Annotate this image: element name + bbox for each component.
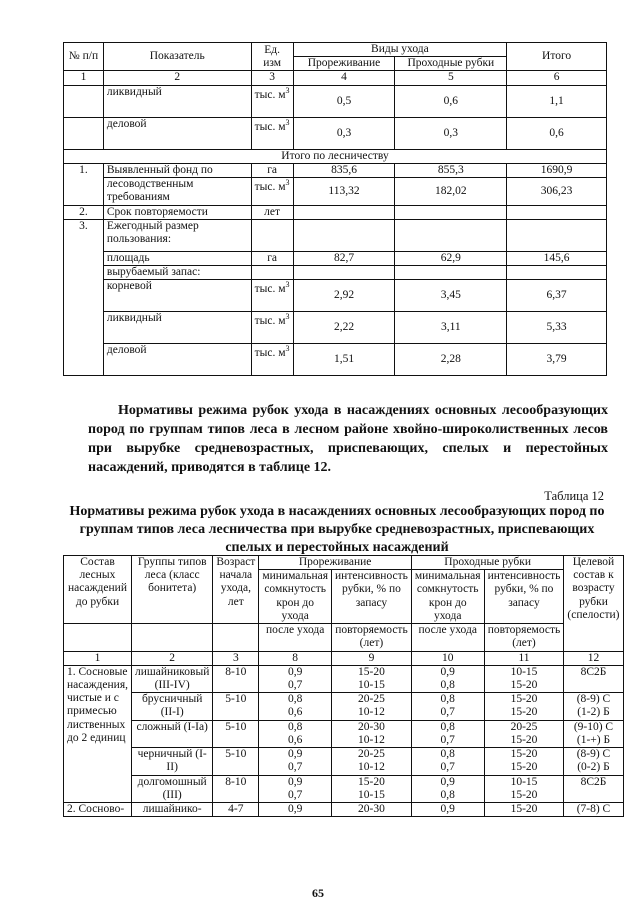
row-label: ликвидный [103, 85, 251, 117]
col-number: 4 [293, 71, 395, 85]
table-12: Состав лесных насаждений до рубки Группы типов леса (класс бонитета) Возраст начала ухода, лет Прореживание Проходные рубки Целевой состав к возрасту рубки (спелости) минимальная сомкнутость крон до ухода интенсивность рубки, % по запасу минимальная сомкнутость крон до ухода интенсивность рубки, % по запасу после ухода повторяемость (лет) после ухода повторяемость (лет) 1 2 3 8 9 10 11 12 1. Сосновые насаждения, чистые и с примесью лиственных до 2 единиц лишайниковый (III-IV) 8-10 0,9 0,7 15-20 10-15 0,9 0,8 10-15 15-20 8С2Б брусничный (II-I) 5-10 0,8 0,6 20-25 10-12 0,8 0,7 15-20 15-20 (8-9) С (1-2) Б сложный (I-Ia) 5-10 0,8 0,6 20-30 10-12 0,8 0,7 20-25 15-20 (9-10) С (1-+) Б черничный (I-II) 5-10 0,9 0,7 20-25 10-12 0,8 0,7 15-20 15-20 (8-9) С (0-2) Б долгомошный (III) 8-10 0,9 0,7 15-20 10-15 0,9 0,8 10-15 15-20 8С2Б 2. Сосново- лишайнико- 4-7 0,9 20-30 0,9 15-20 (7-8) С [63, 555, 624, 817]
row-label: деловой [103, 117, 251, 149]
cell: 0,6 [507, 117, 607, 149]
header-types: Виды ухода [293, 43, 507, 57]
col-number: 1 [64, 71, 104, 85]
header-indicator: Показатель [103, 43, 251, 71]
header-thinning: Прореживание [259, 556, 412, 570]
cell: 0,3 [293, 117, 395, 149]
table-row: брусничный (II-I) 5-10 0,8 0,6 20-25 10-12 0,8 0,7 15-20 15-20 (8-9) С (1-2) Б [64, 693, 624, 720]
cell: 0,3 [395, 117, 507, 149]
cell: 1,1 [507, 85, 607, 117]
table-row: 1. Сосновые насаждения, чистые и с примесью лиственных до 2 единиц лишайниковый (III-IV) 8-10 0,9 0,7 15-20 10-15 0,9 0,8 10-15 15-20 8С2Б [64, 665, 624, 692]
header-passage: Проходные рубки [411, 556, 564, 570]
table-row: ликвидный тыс. $м^3$ 0,5 0,6 1,1 [64, 85, 607, 117]
table-row: долгомошный (III) 8-10 0,9 0,7 15-20 10-15 0,9 0,8 10-15 15-20 8С2Б [64, 775, 624, 802]
cell: 0,6 [395, 85, 507, 117]
header-total: Итого [507, 43, 607, 71]
col-number: 5 [395, 71, 507, 85]
table-row: 2. Сосново- лишайнико- 4-7 0,9 20-30 0,9 15-20 (7-8) С [64, 802, 624, 816]
table-row: сложный (I-Ia) 5-10 0,8 0,6 20-30 10-12 0,8 0,7 20-25 15-20 (9-10) С (1-+) Б [64, 720, 624, 747]
header-target: Целевой состав к возрасту рубки (спелости) [564, 556, 623, 652]
col-number: 3 [251, 71, 293, 85]
table-title: Нормативы режима рубок ухода в насаждениях основных лесообразующих пород по группам типов леса лесничества при вырубке средневозрастных, приспевающих спелых и перестойных насаждений [69, 504, 605, 556]
col-number: 6 [507, 71, 607, 85]
table-row: деловой тыс. $м^3$ 0,3 0,3 0,6 [64, 117, 607, 149]
header-num: № п/п [64, 43, 104, 71]
page-number: 65 [312, 886, 324, 900]
table-row: корневой тыс. $м^3$ 2,92 3,45 6,37 [64, 280, 607, 312]
header-forest-groups: Группы типов леса (класс бонитета) [131, 556, 212, 624]
cell: 0,5 [293, 85, 395, 117]
header-composition: Состав лесных насаждений до рубки [64, 556, 132, 624]
header-unit: Ед. изм [251, 43, 293, 71]
table-row: деловой тыс. $м^3$ 1,51 2,28 3,79 [64, 344, 607, 376]
section-header: Итого по лесничеству [64, 149, 607, 163]
table-row: 2. Срок повторяемости лет [64, 205, 607, 219]
pine-label: 1. Сосновые насаждения, чистые и с примесью лиственных до 2 единиц [64, 665, 132, 802]
table-row: черничный (I-II) 5-10 0,9 0,7 20-25 10-12 0,8 0,7 15-20 15-20 (8-9) С (0-2) Б [64, 748, 624, 775]
table-row: лесоводственным требованиям тыс. $м^3$ 113,32 182,02 306,23 [64, 178, 607, 205]
table-1 [63, 42, 607, 376]
table-row: площадь га 82,7 62,9 145,6 [64, 251, 607, 265]
table-row: 1. Выявленный фонд по га 835,6 855,3 1690,9 [64, 163, 607, 177]
table-row: вырубаемый запас: [64, 265, 607, 279]
header-age: Возраст начала ухода, лет [213, 556, 259, 624]
body-paragraph: Нормативы режима рубок ухода в насаждениях основных лесообразующих пород по группам типов леса в лесном районе хвойно-широколиственных лесов при вырубке средневозрастных, приспевающих, спелых и перестойных насаждений, приводятся в таблице 12. [88, 403, 608, 475]
header-thinning: Прореживание [293, 57, 395, 71]
col-number: 2 [103, 71, 251, 85]
table-label: Таблица 12 [544, 489, 604, 503]
header-passage: Проходные рубки [395, 57, 507, 71]
table-row: ликвидный тыс. $м^3$ 2,22 3,11 5,33 [64, 312, 607, 344]
table-row: 3. Ежегодный размер пользования: [64, 219, 607, 251]
